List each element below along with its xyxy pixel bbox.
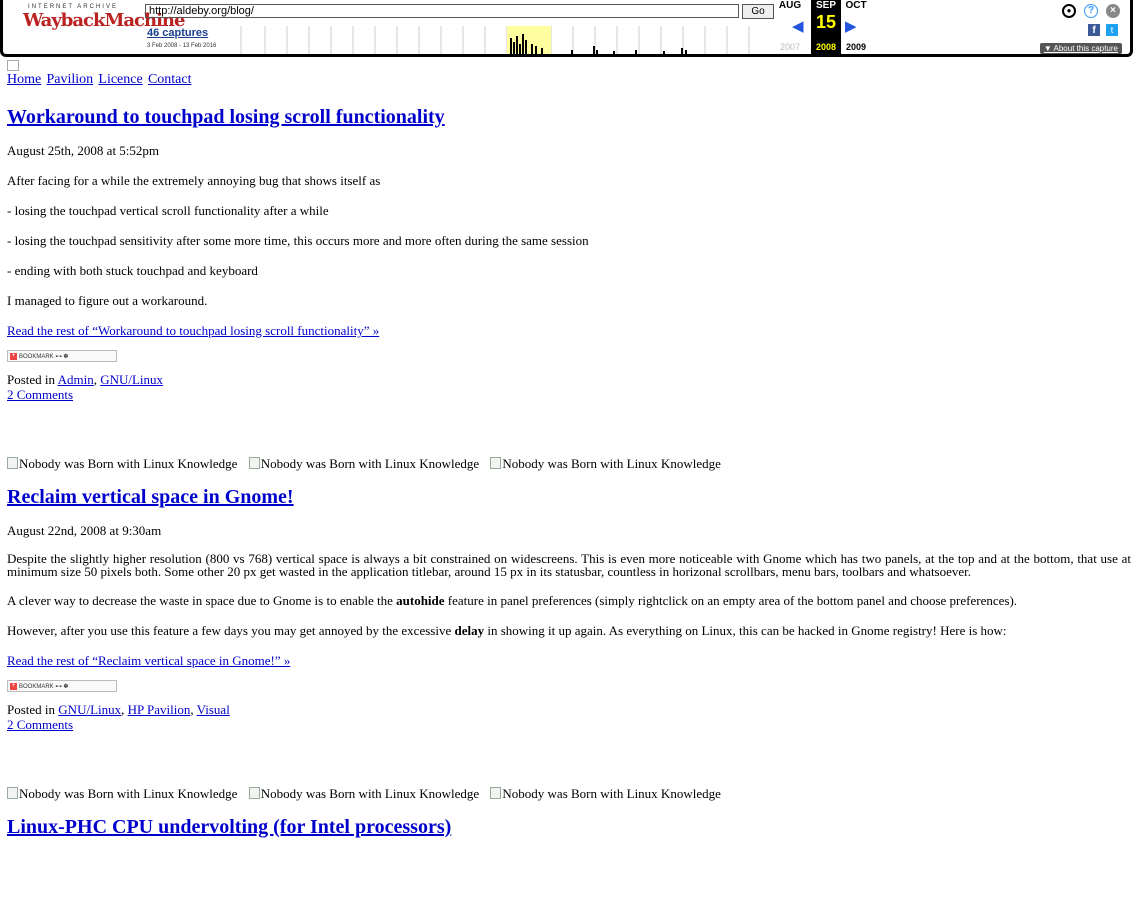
current-year: 2008	[815, 42, 837, 52]
broken-image	[7, 786, 241, 801]
current-month	[811, 0, 841, 54]
logo-top-text: INTERNET ARCHIVE	[28, 4, 118, 10]
paragraph-text: However, after you use this feature a few days you may get annoyed by the excessive	[7, 623, 455, 638]
current-month-label: SEP	[811, 0, 841, 11]
blog-page	[7, 60, 1131, 839]
post-meta: Posted in GNU/Linux, HP Pavilion, Visual	[7, 702, 230, 717]
help-icon[interactable]: ?	[1084, 4, 1098, 18]
broken-image-icon	[7, 787, 18, 799]
category-link[interactable]: Admin	[57, 372, 94, 387]
post-paragraph	[7, 623, 1131, 638]
category-link[interactable]: GNU/Linux	[100, 372, 164, 387]
paragraph-text: feature in panel preferences (simply rightclick on an empty area of the bottom panel and choose preferences).	[444, 593, 1018, 608]
broken-image-icon	[490, 787, 501, 799]
capture-range: 3 Feb 2008 - 13 Feb 2016	[147, 43, 217, 49]
posted-in-label: Posted in	[7, 702, 56, 717]
image-alt-text: Nobody was Born with Linux Knowledge	[260, 786, 480, 801]
nav-contact[interactable]: Contact	[147, 72, 192, 87]
broken-image	[249, 456, 483, 471]
post-title	[7, 816, 1131, 839]
post-title	[7, 106, 1131, 129]
current-day: 15	[815, 12, 837, 32]
post-paragraph	[7, 593, 1131, 608]
paragraph-text: in showing it up again. As everything on Linux, this can be hacked in Gnome registry! Here is how:	[484, 623, 1007, 638]
captures-link[interactable]: 46 captures	[147, 27, 209, 39]
broken-image-icon	[249, 457, 260, 469]
broken-header-image	[7, 60, 19, 71]
prev-year[interactable]: 2007	[779, 42, 801, 52]
user-icon[interactable]: ●	[1062, 4, 1076, 18]
plus-icon: +	[11, 682, 16, 689]
bookmark-button[interactable]: + BOOKMARK ▪▫▪ ✽	[7, 680, 117, 692]
broken-image-row	[7, 456, 1131, 472]
image-alt-text: Nobody was Born with Linux Knowledge	[260, 456, 480, 471]
category-link[interactable]: GNU/Linux	[58, 702, 122, 717]
comments-link[interactable]: 2 Comments	[7, 717, 74, 732]
close-icon[interactable]: ×	[1106, 4, 1120, 18]
category-link[interactable]: Visual	[196, 702, 230, 717]
post-paragraph: - losing the touchpad sensitivity after some more time, this occurs more and more often during the same session	[7, 233, 589, 248]
read-more-link[interactable]: Read the rest of “Workaround to touchpad losing scroll functionality” »	[7, 323, 380, 338]
logo-main-text: WaybackMachine	[23, 10, 185, 31]
toolbar-icons	[1042, 4, 1122, 54]
broken-image	[490, 456, 724, 471]
twitter-icon[interactable]: t	[1106, 24, 1118, 36]
broken-image-icon	[490, 457, 501, 469]
next-capture-arrow-icon[interactable]: ▶	[845, 18, 857, 35]
paragraph-text: A clever way to decrease the waste in space due to Gnome is to enable the	[7, 593, 397, 608]
main-nav	[7, 71, 1131, 88]
post-date: August 25th, 2008 at 5:52pm	[7, 143, 160, 158]
category-link[interactable]: HP Pavilion	[127, 702, 191, 717]
comments-link[interactable]: 2 Comments	[7, 387, 74, 402]
post-paragraph: - losing the touchpad vertical scroll functionality after a while	[7, 203, 329, 218]
calendar-nav	[775, 0, 875, 54]
broken-image-row	[7, 786, 1131, 802]
image-alt-text: Nobody was Born with Linux Knowledge	[19, 786, 238, 801]
prev-month-label: AUG	[778, 0, 802, 11]
image-alt-text: Nobody was Born with Linux Knowledge	[502, 786, 721, 801]
post-title-link[interactable]: Linux-PHC CPU undervolting (for Intel processors)	[7, 816, 452, 838]
next-month-label: OCT	[845, 0, 867, 11]
bold-term: autohide	[396, 593, 445, 608]
read-more-link[interactable]: Read the rest of “Reclaim vertical space in Gnome!” »	[7, 653, 291, 668]
nav-home[interactable]: Home	[7, 72, 42, 87]
broken-image-icon	[249, 787, 260, 799]
bold-term: delay	[454, 623, 485, 638]
broken-image	[249, 786, 483, 801]
post-paragraph: Despite the slightly higher resolution (800 vs 768) vertical space is always a bit constrained on widescreens. This is even more noticeable with Gnome which has two panels, at the top and at the bottom, that use at minimum size 50 pixels both. Some other 20 px get wasted in the application titlebar, around 15 px in its statusbar, countless in horizonal scrollbars, menu bars, toolbars and whatsoever.	[7, 551, 1131, 579]
facebook-icon[interactable]: f	[1088, 24, 1100, 36]
post-title-link[interactable]: Reclaim vertical space in Gnome!	[7, 486, 294, 508]
bookmark-button[interactable]: + BOOKMARK ▪▫▪ ✽	[7, 350, 117, 362]
capture-sparkline[interactable]	[235, 26, 773, 54]
wayback-logo[interactable]	[23, 4, 185, 32]
post-meta: Posted in Admin, GNU/Linux	[7, 372, 164, 387]
broken-image-icon	[7, 457, 18, 469]
next-year[interactable]: 2009	[845, 42, 867, 52]
post-title-link[interactable]: Workaround to touchpad losing scroll functionality	[7, 106, 445, 128]
post-date: August 22nd, 2008 at 9:30am	[7, 523, 162, 538]
nav-licence[interactable]: Licence	[98, 72, 143, 87]
post-paragraph: - ending with both stuck touchpad and keyboard	[7, 263, 258, 278]
broken-image	[7, 456, 241, 471]
prev-capture-arrow-icon[interactable]: ◀	[792, 18, 804, 35]
prev-month[interactable]	[775, 0, 805, 52]
post-paragraph: After facing for a while the extremely annoying bug that shows itself as	[7, 173, 381, 188]
image-alt-text: Nobody was Born with Linux Knowledge	[19, 456, 238, 471]
about-capture-button[interactable]: ▼ About this capture	[1040, 43, 1122, 54]
image-alt-text: Nobody was Born with Linux Knowledge	[502, 456, 721, 471]
wayback-toolbar	[0, 0, 1133, 57]
next-month[interactable]	[841, 0, 871, 52]
bookmark-label: BOOKMARK	[19, 684, 54, 690]
url-input[interactable]: http://aldeby.org/blog/	[145, 4, 739, 18]
posted-in-label: Posted in	[7, 372, 56, 387]
broken-image	[490, 786, 724, 801]
post-title	[7, 486, 1131, 509]
go-button[interactable]: Go	[742, 4, 774, 19]
nav-pavilion[interactable]: Pavilion	[46, 72, 94, 87]
bookmark-label: BOOKMARK	[19, 354, 54, 360]
post-paragraph: I managed to figure out a workaround.	[7, 293, 208, 308]
plus-icon: +	[11, 352, 16, 359]
